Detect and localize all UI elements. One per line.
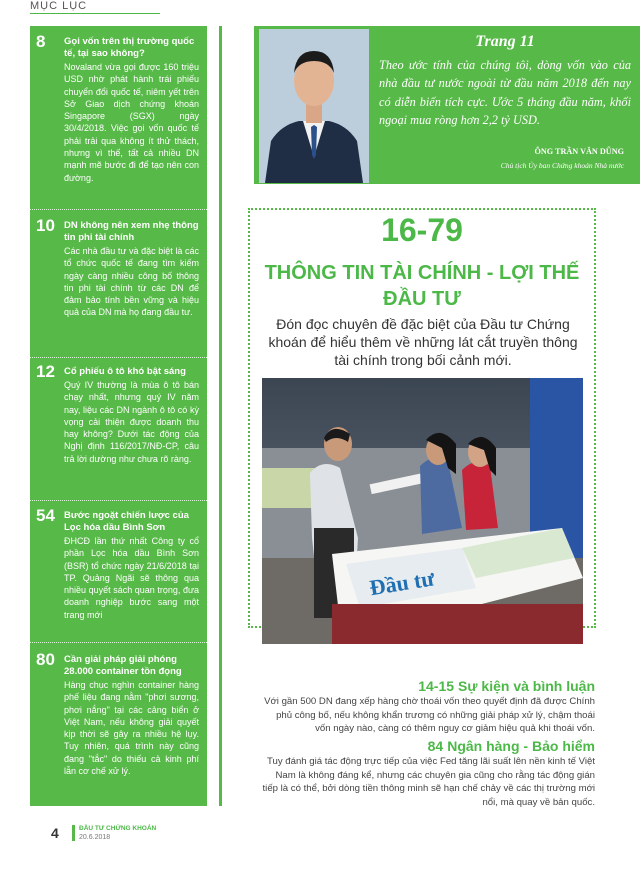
- toc-item[interactable]: [36, 506, 199, 621]
- quote-author-name: ÔNG TRẦN VĂN DŨNG: [534, 147, 624, 156]
- toc-description: ĐHCĐ lần thứ nhất Công ty cổ phần Lọc hóa dầu Bình Sơn (BSR) tổ chức ngày 21/6/2018 tại TP. Quảng Ngãi sẽ thông qua nhiều quyết sách quan trọng, đưa doanh nghiệp bước sang một trang mới: [64, 536, 199, 620]
- section-page-number: 14-15: [418, 678, 455, 694]
- section-heading: [262, 678, 595, 694]
- toc-sidebar: [30, 26, 207, 806]
- portrait-photo: [259, 29, 369, 183]
- toc-divider: [30, 357, 207, 358]
- toc-description: Novaland vừa gọi được 160 triệu USD nhờ phát hành trái phiếu chuyển đổi quốc tế, niêm yết trên Sở Giao dịch chứng khoán Singapore (SGX) ngày 30/4/2018. Việc gọi vốn quốc tế phải trải qua không ít thử thách, nhưng vì thế, tất cả nhiều DN mạnh mẽ bước đi để tạo nên con đường.: [64, 62, 199, 183]
- toc-title: DN không nên xem nhẹ thông tin phi tài chính: [64, 220, 199, 243]
- toc-title: Bước ngoặt chiến lược của Lọc hóa dầu Bình Sơn: [64, 510, 189, 533]
- toc-item[interactable]: [36, 216, 199, 319]
- section-news[interactable]: [262, 678, 595, 736]
- section-banking[interactable]: [262, 738, 595, 809]
- footer-bar: [72, 825, 75, 841]
- toc-item[interactable]: [36, 362, 199, 465]
- section-description: Tuy đánh giá tác động trực tiếp của việc Fed tăng lãi suất lên nền kinh tế Việt Nam là không đáng kể, nhưng các chuyên gia cũng cho rằng tác động gián tiếp là có thể, bởi dòng tiền thông minh sẽ hạn chế chảy về các thị trường mới nổi, mà quay về bản quốc.: [262, 756, 595, 808]
- toc-title: Gọi vốn trên thị trường quốc tế, tại sao không?: [64, 36, 195, 59]
- section-label: MỤC LỤC: [30, 0, 88, 12]
- header-rule: [30, 13, 160, 14]
- quote-author-role: Chủ tịch Ủy ban Chứng khoán Nhà nước: [500, 161, 624, 170]
- feature-page-range[interactable]: 16-79: [381, 212, 463, 248]
- toc-item[interactable]: [36, 32, 199, 184]
- footer-magazine-name: ĐẦU TƯ CHỨNG KHOÁN: [79, 825, 157, 832]
- quote-page-ref[interactable]: Trang 11: [475, 33, 535, 50]
- vertical-accent-bar: [219, 26, 222, 806]
- toc-page-number: 80: [36, 650, 55, 669]
- quote-text: Theo ước tính của chúng tôi, dòng vốn vào của nhà đầu tư nước ngoài từ đầu năm 2018 đến nay có diễn biến tích cực. Ước 5 tháng đầu năm, khối ngoại mua ròng hơn 2,2 tỷ USD.: [379, 58, 631, 128]
- toc-page-number: 12: [36, 362, 55, 381]
- toc-title: Cổ phiếu ô tô khó bật sáng: [64, 366, 186, 377]
- toc-description: Quý IV thường là mùa ô tô bán chạy nhất, nhưng quý IV năm nay, liệu các DN ngành ô tô có kỳ vọng cải thiện được doanh thu hay không? Dưới tác động của Nghị định 116/2017/NĐ-CP, câu trả lời dường như chưa rõ ràng.: [64, 380, 199, 464]
- section-heading: [262, 738, 595, 754]
- toc-page-number: 10: [36, 216, 55, 235]
- footer-date: 20.6.2018: [79, 834, 111, 841]
- toc-divider: [30, 642, 207, 643]
- feature-photo: [262, 378, 583, 644]
- toc-description: Các nhà đầu tư và đặc biệt là các tổ chức quốc tế đang tìm kiếm ngày càng nhiều công bố thông tin phi tài chính từ các DN để đảm bảo tính bền vững và hiệu quả của DN mà họ đang đầu tư.: [64, 246, 199, 318]
- toc-item[interactable]: [36, 650, 199, 777]
- feature-title: THÔNG TIN TÀI CHÍNH - LỢI THẾ ĐẦU TƯ: [264, 262, 580, 310]
- toc-description: Hàng chục nghìn container hàng phế liệu đang nằm "phơi sương, phơi nắng" tại các cảng biển ở Việt Nam, nếu không giải quyết kịp thời sẽ gây ra nhiều hệ lụy. Tuy nhiên, quá trình này cũng đang "tắc" do thiếu cả kinh phí lẫn cơ chế xử lý.: [64, 680, 199, 777]
- toc-page-number: 54: [36, 506, 55, 525]
- feature-description: Đón đọc chuyên đề đặc biệt của Đầu tư Chứng khoán để hiểu thêm về những lát cắt truyền thông tài chính trong bối cảnh mới.: [268, 316, 578, 368]
- section-title: Ngân hàng - Bảo hiểm: [447, 738, 595, 754]
- toc-divider: [30, 209, 207, 210]
- section-description: Với gần 500 DN đang xếp hàng chờ thoái vốn theo quyết định đã được Chính phủ công bố, nếu không khẩn trương có những giải pháp xử lý, chậm thoái vốn ngày nào, càng có thêm nguy cơ giảm hiệu quả khi thoái vốn.: [264, 696, 595, 735]
- section-title: Sự kiện và bình luận: [458, 678, 595, 694]
- page-number: 4: [51, 825, 59, 841]
- toc-title: Cần giải pháp giải phóng 28.000 container tồn đọng: [64, 654, 182, 677]
- toc-page-number: 8: [36, 32, 46, 51]
- section-page-number: 84: [427, 738, 444, 754]
- newspaper-masthead: Đầu tư: [367, 565, 437, 601]
- toc-divider: [30, 500, 207, 501]
